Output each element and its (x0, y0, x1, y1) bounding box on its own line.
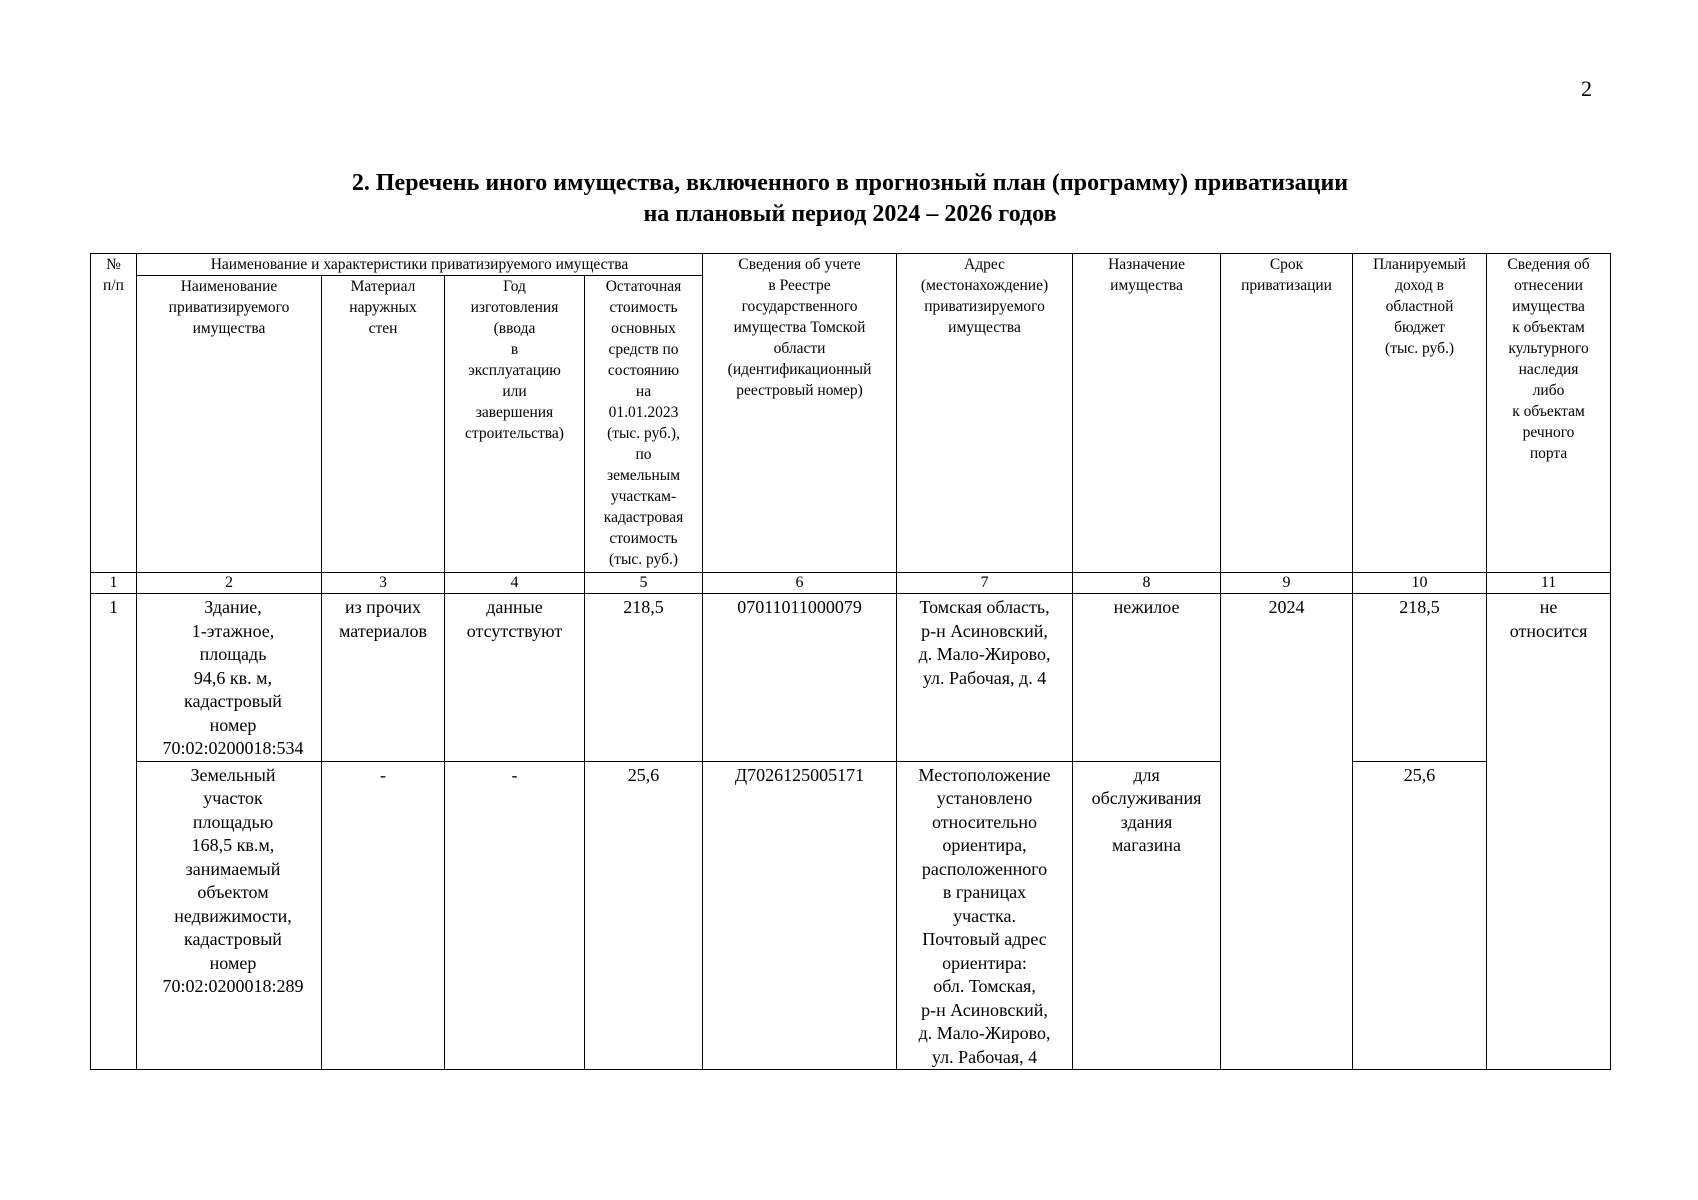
column-number: 7 (897, 573, 1073, 594)
property-purpose: для обслуживания здания магазина (1073, 761, 1221, 1070)
property-address: Местоположение установлено относительно ориентира, расположенного в границах участка. Почтовый адрес ориентира: обл. Томская, р-н Асиновский, д. Мало-Жирово, ул. Рабочая, 4 (897, 761, 1073, 1070)
residual-value: 218,5 (585, 594, 703, 762)
property-address: Томская область, р-н Асиновский, д. Мало-Жирово, ул. Рабочая, д. 4 (897, 594, 1073, 762)
wall-material: - (322, 761, 445, 1070)
column-number: 3 (322, 573, 445, 594)
planned-income: 218,5 (1353, 594, 1487, 762)
table-row (91, 761, 1611, 1070)
column-number: 6 (703, 573, 897, 594)
property-name: Земельный участок площадью 168,5 кв.м, занимаемый объектом недвижимости, кадастровый номер 70:02:0200018:289 (137, 761, 322, 1070)
row-number: 1 (91, 594, 137, 1070)
header-material: Материал наружных стен (322, 276, 445, 573)
year-built: - (445, 761, 585, 1070)
title-line-2: на плановый период 2024 – 2026 годов (643, 201, 1057, 227)
header-term: Срок приватизации (1221, 254, 1353, 573)
heritage-status: не относится (1487, 594, 1611, 1070)
property-name: Здание, 1-этажное, площадь 94,6 кв. м, кадастровый номер 70:02:0200018:534 (137, 594, 322, 762)
title-line-1: 2. Перечень иного имущества, включенного в прогнозный план (программу) приватизации (351, 170, 1349, 196)
header-group-characteristics: Наименование и характеристики приватизируемого имущества (137, 254, 703, 276)
column-number: 11 (1487, 573, 1611, 594)
page-number: 2 (1581, 76, 1592, 101)
column-number-row (91, 573, 1611, 594)
header-year: Год изготовления (ввода в эксплуатацию или завершения строительства) (445, 276, 585, 573)
registry-number: Д7026125005171 (703, 761, 897, 1070)
header-no: № п/п (91, 254, 137, 573)
column-number: 5 (585, 573, 703, 594)
column-number: 1 (91, 573, 137, 594)
column-number: 9 (1221, 573, 1353, 594)
document-title (90, 168, 1610, 230)
privatization-term: 2024 (1221, 594, 1353, 1070)
table-row (91, 594, 1611, 762)
column-number: 4 (445, 573, 585, 594)
wall-material: из прочих материалов (322, 594, 445, 762)
column-number: 2 (137, 573, 322, 594)
year-built: данные отсутствуют (445, 594, 585, 762)
header-row-1 (91, 254, 1611, 276)
header-residual-value: Остаточная стоимость основных средств по состоянию на 01.01.2023 (тыс. руб.), по земельным участкам- кадастровая стоимость (тыс. руб.) (585, 276, 703, 573)
planned-income: 25,6 (1353, 761, 1487, 1070)
header-address: Адрес (местонахождение) приватизируемого имущества (897, 254, 1073, 573)
property-purpose: нежилое (1073, 594, 1221, 762)
column-number: 8 (1073, 573, 1221, 594)
header-registry: Сведения об учете в Реестре государственного имущества Томской области (идентификационный реестровый номер) (703, 254, 897, 573)
header-purpose: Назначение имущества (1073, 254, 1221, 573)
header-name: Наименование приватизируемого имущества (137, 276, 322, 573)
header-heritage: Сведения об отнесении имущества к объектам культурного наследия либо к объектам речного порта (1487, 254, 1611, 573)
header-income: Планируемый доход в областной бюджет (тыс. руб.) (1353, 254, 1487, 573)
registry-number: 07011011000079 (703, 594, 897, 762)
privatization-table (90, 253, 1611, 1070)
residual-value: 25,6 (585, 761, 703, 1070)
column-number: 10 (1353, 573, 1487, 594)
